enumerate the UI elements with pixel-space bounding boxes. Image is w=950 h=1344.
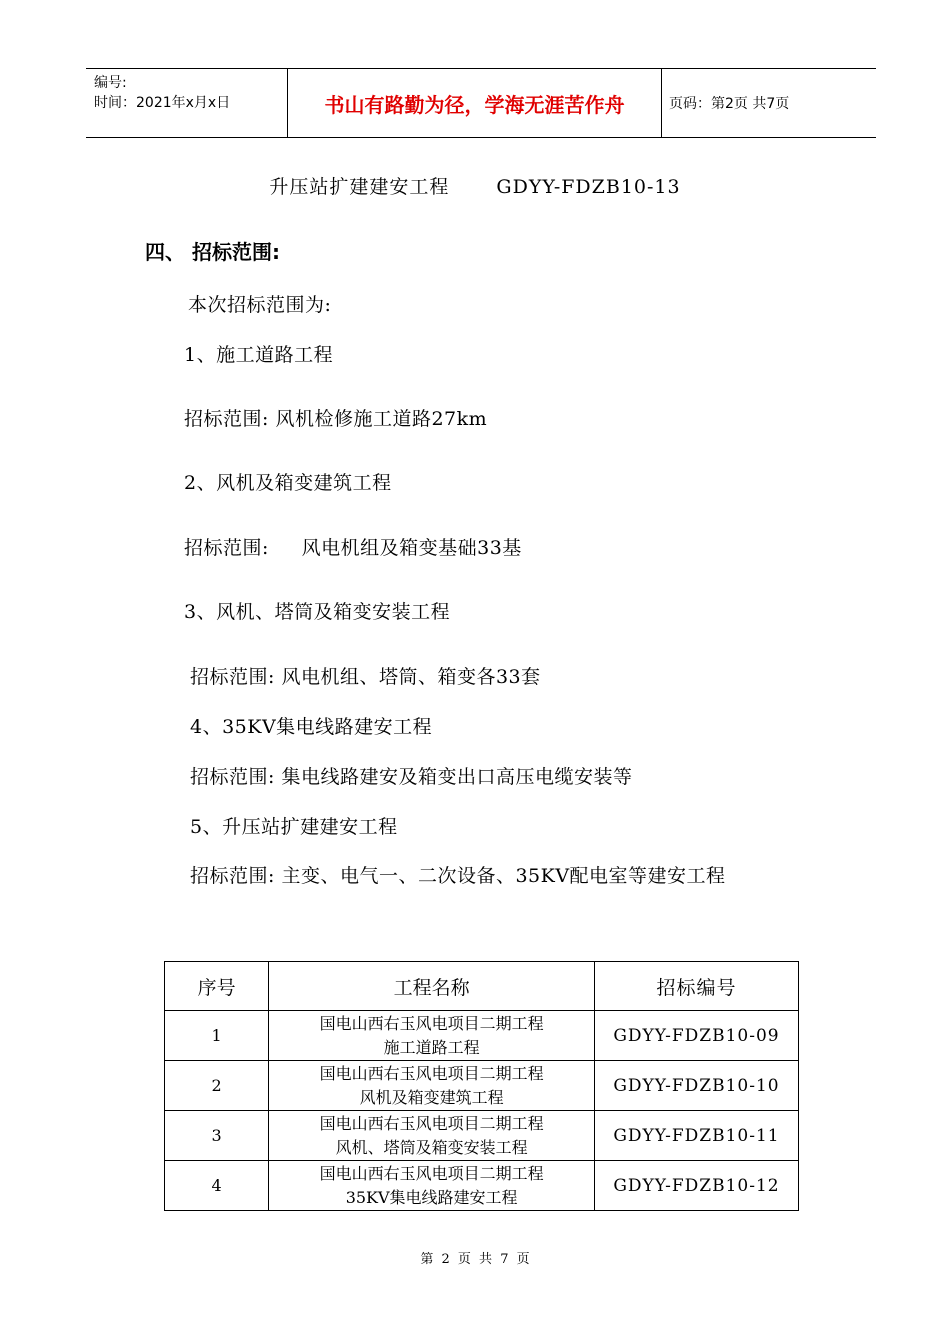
item-scope-1: 招标范围: 风机检修施工道路27km	[184, 408, 488, 430]
row-name	[269, 1111, 595, 1161]
row-code: GDYY-FDZB10-09	[594, 1011, 798, 1061]
row-name	[269, 1161, 595, 1211]
table-header-row	[165, 962, 799, 1011]
row-name-line2: 35KV集电线路建安工程	[345, 1187, 518, 1207]
item-scope-3: 招标范围: 风电机组、塔筒、箱变各33套	[190, 666, 541, 688]
document-title: 升压站扩建建安工程 GDYY-FDZB10-13	[269, 176, 681, 198]
item-heading-1: 1、施工道路工程	[184, 344, 334, 366]
row-no: 3	[165, 1111, 269, 1161]
row-name	[269, 1061, 595, 1111]
row-name-line1: 国电山西右玉风电项目二期工程	[319, 1063, 544, 1083]
item-scope-4: 招标范围: 集电线路建安及箱变出口高压电缆安装等	[190, 766, 633, 788]
intro-text: 本次招标范围为:	[188, 294, 332, 316]
header-time-label: 时间：2021年x月x日	[94, 95, 231, 111]
item-scope-2: 招标范围: 风电机组及箱变基础33基	[184, 537, 522, 559]
header-motto: 书山有路勤为径，学海无涯苦作舟	[287, 69, 662, 137]
row-name-line2: 风机及箱变建筑工程	[359, 1087, 504, 1107]
row-name-line1: 国电山西右玉风电项目二期工程	[319, 1013, 544, 1033]
header-meta	[94, 73, 230, 113]
row-no: 2	[165, 1061, 269, 1111]
col-header-code: 招标编号	[594, 962, 798, 1011]
row-name	[269, 1011, 595, 1061]
row-no: 1	[165, 1011, 269, 1061]
row-code: GDYY-FDZB10-10	[594, 1061, 798, 1111]
col-header-no: 序号	[165, 962, 269, 1011]
project-table	[164, 961, 799, 1211]
row-no: 4	[165, 1161, 269, 1211]
col-header-name: 工程名称	[269, 962, 595, 1011]
row-name-line1: 国电山西右玉风电项目二期工程	[319, 1113, 544, 1133]
item-heading-5: 5、升压站扩建建安工程	[190, 816, 398, 838]
table-row	[165, 1111, 799, 1161]
header-page-code: 页码：第2页 共7页	[669, 96, 790, 112]
table-row	[165, 1161, 799, 1211]
row-name-line2: 施工道路工程	[383, 1037, 480, 1057]
item-heading-2: 2、风机及箱变建筑工程	[184, 472, 392, 494]
table-row	[165, 1061, 799, 1111]
row-name-line1: 国电山西右玉风电项目二期工程	[319, 1163, 544, 1183]
item-heading-4: 4、35KV集电线路建安工程	[190, 716, 433, 738]
row-name-line2: 风机、塔筒及箱变安装工程	[335, 1137, 528, 1157]
item-heading-3: 3、风机、塔筒及箱变安装工程	[184, 601, 451, 623]
page-header	[86, 68, 876, 138]
page-footer: 第 2 页 共 7 页	[420, 1252, 530, 1267]
row-code: GDYY-FDZB10-11	[594, 1111, 798, 1161]
row-code: GDYY-FDZB10-12	[594, 1161, 798, 1211]
item-scope-5: 招标范围: 主变、电气一、二次设备、35KV配电室等建安工程	[190, 865, 726, 887]
section-title: 四、 招标范围:	[145, 240, 280, 264]
table-row	[165, 1011, 799, 1061]
header-number-label: 编号:	[94, 75, 127, 91]
